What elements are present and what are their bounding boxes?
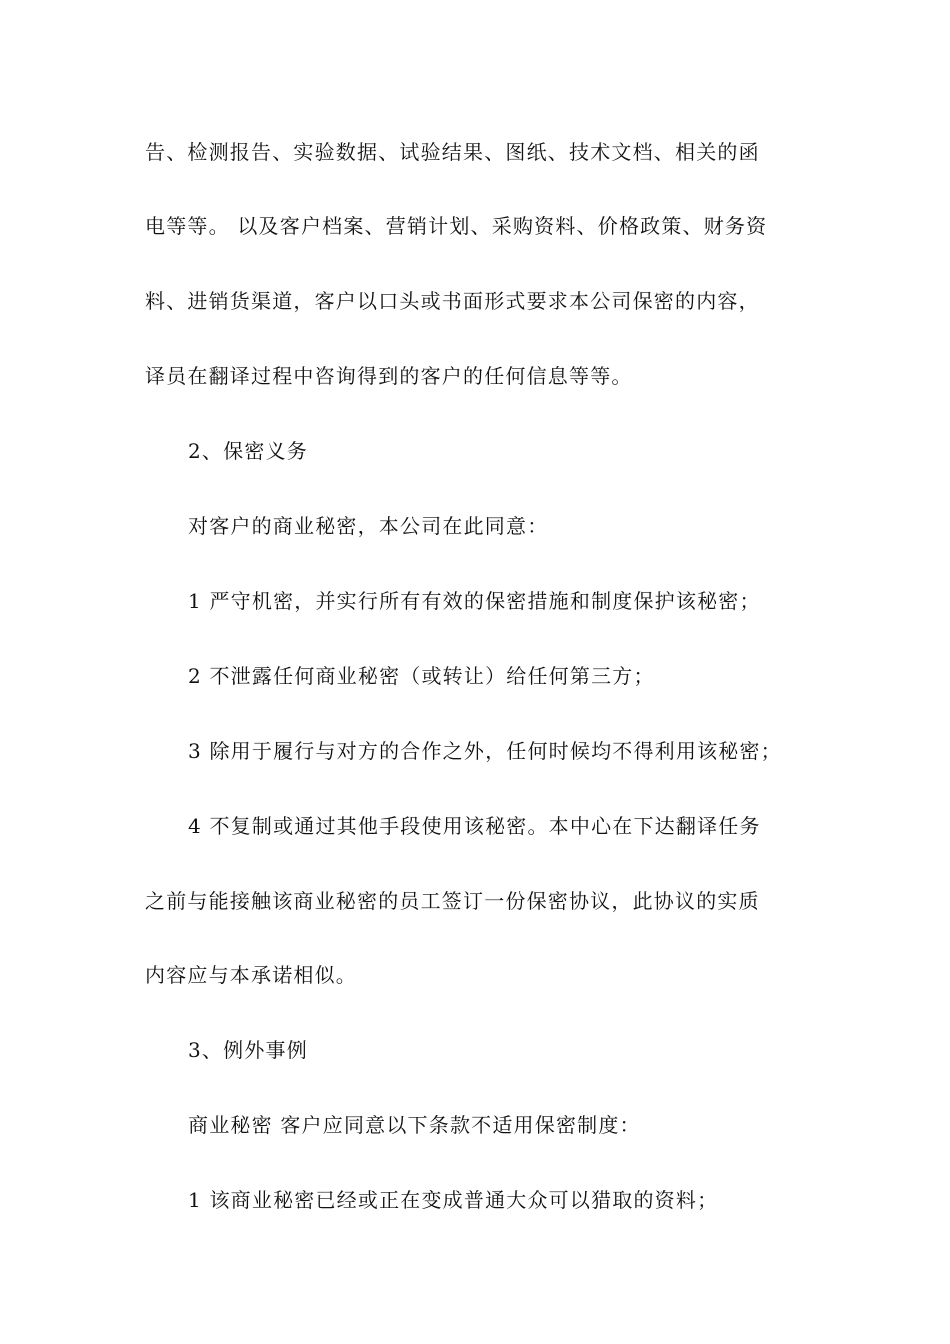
text-line-11: 之前与能接触该商业秘密的员工签订一份保密协议，此协议的实质 xyxy=(145,889,760,913)
text-line-6: 对客户的商业秘密，本公司在此同意： xyxy=(188,514,549,538)
text-line-4: 译员在翻译过程中咨询得到的客户的任何信息等等。 xyxy=(145,364,633,388)
list-item-2: 2 不泄露任何商业秘密（或转让）给任何第三方； xyxy=(188,664,655,688)
text-line-2: 电等等。 以及客户档案、营销计划、采购资料、价格政策、财务资 xyxy=(145,214,768,238)
list-item-1: 1 严守机密，并实行所有有效的保密措施和制度保护该秘密； xyxy=(188,589,761,613)
text-line-1: 告、检测报告、实验数据、试验结果、图纸、技术文档、相关的函 xyxy=(145,140,760,164)
text-line-12: 内容应与本承诺相似。 xyxy=(145,963,357,987)
list-item-5: 1 该商业秘密已经或正在变成普通大众可以猎取的资料； xyxy=(188,1188,719,1212)
section-heading-3: 3、例外事例 xyxy=(188,1038,308,1062)
list-item-4: 4 不复制或通过其他手段使用该秘密。本中心在下达翻译任务 xyxy=(188,814,761,838)
list-item-3: 3 除用于履行与对方的合作之外，任何时候均不得利用该秘密； xyxy=(188,739,782,763)
section-heading-2: 2、保密义务 xyxy=(188,439,308,463)
text-line-14: 商业秘密 客户应同意以下条款不适用保密制度： xyxy=(188,1113,641,1137)
text-line-3: 料、进销货渠道，客户以口头或书面形式要求本公司保密的内容， xyxy=(145,289,760,313)
